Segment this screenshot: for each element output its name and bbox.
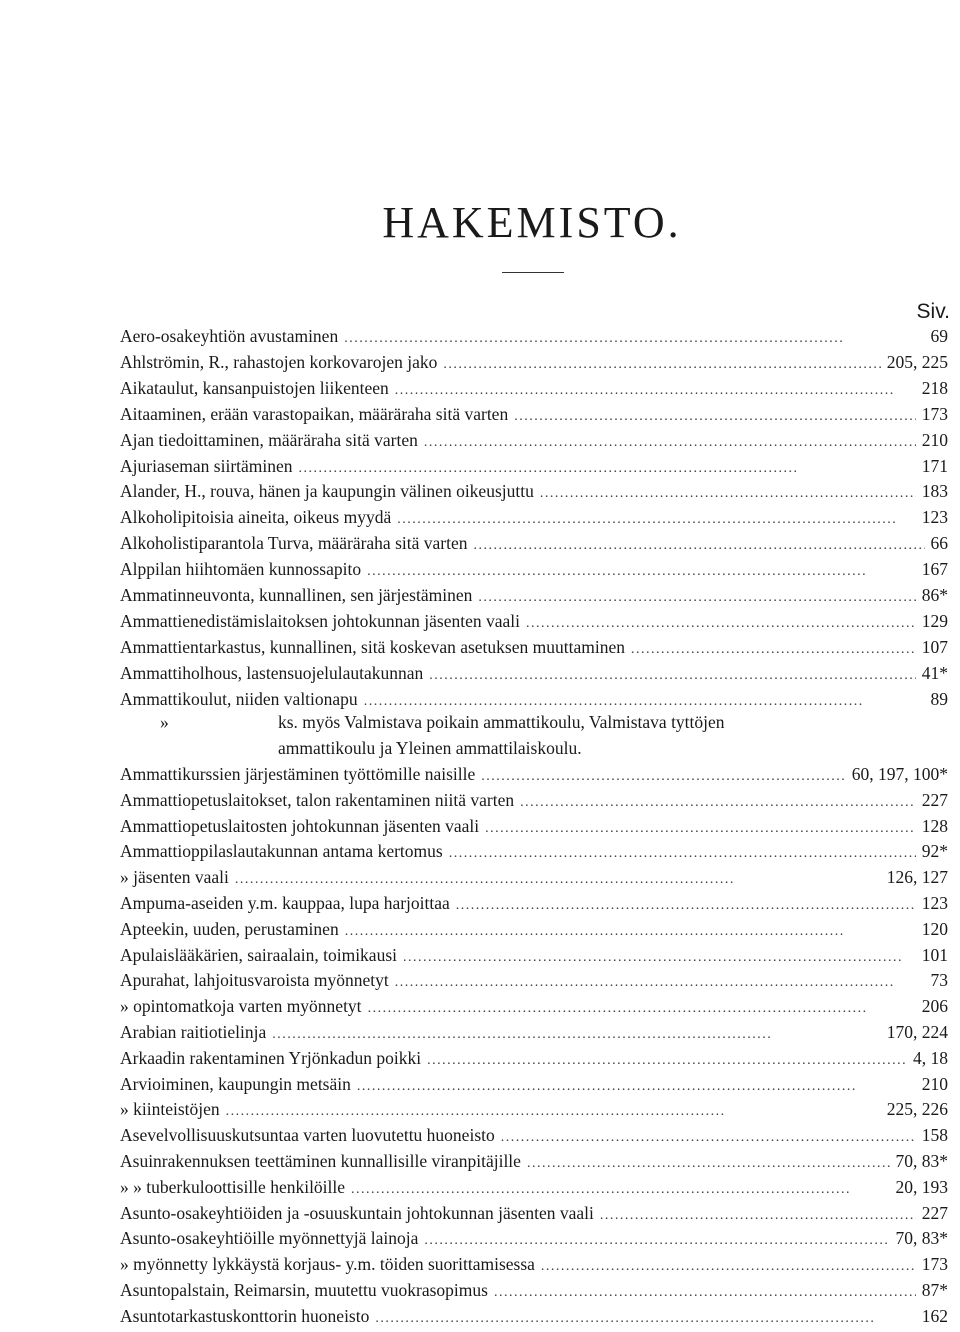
entry-pages: 170, 224 (886, 1022, 948, 1042)
dot-leader (520, 795, 916, 811)
index-entry (120, 1125, 948, 1151)
dot-leader (226, 1104, 881, 1120)
index-entry (120, 1306, 948, 1332)
index-entry (120, 559, 948, 585)
entry-pages: 129 (921, 610, 948, 631)
entry-pages: 171 (921, 455, 948, 476)
index-entry (120, 1228, 948, 1254)
dot-leader (494, 1285, 916, 1301)
dot-leader (397, 512, 916, 528)
dot-leader (344, 331, 924, 347)
entry-label: Asuntopalstain, Reimarsin, muutettu vuokrasopimus (120, 1280, 488, 1300)
entry-pages: 210 (921, 1073, 948, 1094)
entry-label: Ammattiholhous, lastensuojelulautakunnan (120, 662, 424, 683)
entry-label: Ajan tiedoittaminen, määräraha sitä varten (120, 429, 418, 450)
index-entry (120, 970, 948, 996)
dot-leader (351, 1182, 889, 1198)
entry-label: » jäsenten vaali (120, 867, 229, 888)
entry-pages: 73 (930, 970, 948, 991)
entry-pages: 4, 18 (913, 1047, 948, 1068)
dot-leader (526, 616, 916, 632)
dot-leader (481, 769, 845, 785)
index-entry (120, 585, 948, 611)
entry-label: Arkaadin rakentaminen Yrjönkadun poikki (120, 1047, 422, 1068)
entry-pages: 60, 197, 100* (851, 764, 948, 784)
dot-leader (424, 435, 916, 451)
entry-label: » myönnetty lykkäystä korjaus- y.m. töiden suorittamisessa (120, 1254, 535, 1275)
entry-label: Ammattiopetuslaitosten johtokunnan jäsenten vaali (120, 815, 480, 836)
index-entry (120, 1151, 948, 1177)
entry-label: Alander, H., rouva, hänen ja kaupungin välinen oikeusjuttu (120, 481, 534, 502)
entry-label: Aero-osakeyhtiön avustaminen (120, 326, 339, 346)
dot-leader (501, 1130, 916, 1146)
index-entry (120, 611, 948, 637)
index-entry (120, 507, 948, 533)
entry-pages: 101 (921, 944, 948, 965)
index-entry (120, 326, 948, 352)
entry-label: Arabian raitiotielinja (120, 1022, 267, 1042)
dot-leader (600, 1208, 916, 1224)
page-title: HAKEMISTO. (382, 198, 682, 247)
index-entry (120, 1254, 948, 1280)
index-entry (120, 867, 948, 893)
entry-label: Apurahat, lahjoitusvaroista myönnetyt (120, 970, 389, 991)
entry-label: Apulaislääkärien, sairaalain, toimikausi (120, 944, 397, 965)
entry-label: Asuinrakennuksen teettäminen kunnallisille viranpitäjille (120, 1151, 521, 1171)
entry-label: Ammattikoulut, niiden valtionapu (120, 688, 358, 709)
index-entry (120, 1099, 948, 1125)
entry-pages: 107 (921, 636, 948, 657)
entry-pages: 66 (930, 533, 948, 554)
dot-leader (429, 668, 915, 684)
index-entry (120, 637, 948, 663)
entry-pages: 20, 193 (895, 1176, 948, 1197)
dot-leader (443, 357, 880, 373)
dot-leader (357, 1079, 916, 1095)
entry-label: » kiinteistöjen (120, 1099, 220, 1120)
dot-leader (424, 1233, 889, 1249)
index-entry (120, 378, 948, 404)
dot-leader (395, 383, 916, 399)
dot-leader (478, 590, 915, 606)
entry-pages: 41* (921, 662, 948, 683)
index-entry (120, 533, 948, 559)
index-entry (120, 352, 948, 378)
entry-pages: 123 (921, 893, 948, 913)
dot-leader (345, 924, 916, 940)
entry-label: Ammattiopetuslaitokset, talon rakentaminen niitä varten (120, 789, 515, 810)
entry-label: Ammattientarkastus, kunnallinen, sitä koskevan asetuksen muuttaminen (120, 636, 625, 657)
index-entry (120, 404, 948, 430)
index-entry (120, 1048, 948, 1074)
entry-pages: 86* (921, 585, 948, 605)
dot-leader (403, 950, 916, 966)
entry-label: Apteekin, uuden, perustaminen (120, 918, 339, 939)
index-entry (120, 919, 948, 945)
dot-leader (456, 898, 916, 914)
entry-pages: 69 (930, 326, 948, 346)
entry-label: Asevelvollisuuskutsuntaa varten luovutettu huoneisto (120, 1125, 495, 1146)
entry-pages: 128 (921, 815, 948, 836)
dot-leader (514, 409, 916, 425)
dot-leader (367, 564, 916, 580)
entry-pages: 173 (921, 403, 948, 424)
entry-pages: 183 (921, 481, 948, 502)
entry-pages: 123 (921, 507, 948, 528)
entry-label: Alkoholistiparantola Turva, määräraha sitä varten (120, 533, 468, 554)
entry-label: Arvioiminen, kaupungin metsäin (120, 1073, 351, 1094)
entry-pages: 89 (930, 688, 948, 709)
index-entry (120, 996, 948, 1022)
page-column-label: Siv. (916, 300, 950, 323)
entry-pages: 92* (921, 841, 948, 862)
dot-leader (299, 461, 916, 477)
index-entry (120, 1280, 948, 1306)
dot-leader (375, 1311, 915, 1327)
entry-label: Ammattienedistämislaitoksen johtokunnan jäsenten vaali (120, 610, 520, 631)
entry-label: Ampuma-aseiden y.m. kauppaa, lupa harjoittaa (120, 893, 450, 913)
dot-leader (541, 1259, 916, 1275)
entry-pages: 227 (921, 789, 948, 810)
dot-leader (364, 694, 925, 710)
entry-pages: 206 (921, 996, 948, 1017)
entry-pages: 167 (921, 559, 948, 580)
entry-label: » opintomatkoja varten myönnetyt (120, 996, 362, 1017)
entry-label: » » tuberkuloottisille henkilöille (120, 1176, 346, 1197)
dot-leader (485, 821, 916, 837)
index-entry (120, 1177, 948, 1203)
index-entry (120, 1203, 948, 1229)
entry-pages: 158 (921, 1125, 948, 1146)
index-entry (120, 1022, 948, 1048)
dot-leader (395, 975, 925, 991)
entry-label: Aikataulut, kansanpuistojen liikenteen (120, 377, 389, 398)
entry-pages: 210 (921, 429, 948, 450)
entry-label: Asuntotarkastuskonttorin huoneisto (120, 1305, 370, 1326)
see-also-line-1: ks. myös Valmistava poikain ammattikoulu, Valmistava tyttöjen (278, 712, 725, 732)
dot-leader (368, 1001, 916, 1017)
entry-pages: 120 (921, 918, 948, 939)
entry-pages: 87* (921, 1280, 948, 1300)
entry-pages: 162 (921, 1305, 948, 1326)
entry-label: Ammattikurssien järjestäminen työttömille naisille (120, 764, 476, 784)
entry-label: Ajuriaseman siirtäminen (120, 455, 293, 476)
see-also-line-2: ammattikoulu ja Yleinen ammattilaiskoulu. (278, 738, 582, 758)
index-entry (120, 689, 948, 715)
entry-pages: 227 (921, 1202, 948, 1223)
entry-label: Alppilan hiihtomäen kunnossapito (120, 559, 362, 580)
index-entry (120, 816, 948, 842)
index-entry (120, 841, 948, 867)
dot-leader (631, 642, 916, 658)
index-entry (120, 893, 948, 919)
entry-pages: 70, 83* (895, 1228, 948, 1249)
index-entry (120, 764, 948, 790)
dot-leader (427, 1053, 907, 1069)
entry-label: Ammattioppilaslautakunnan antama kertomus (120, 841, 443, 862)
entry-pages: 218 (921, 377, 948, 398)
dot-leader (527, 1156, 890, 1172)
entry-pages: 225, 226 (886, 1099, 948, 1120)
dot-leader (473, 538, 924, 554)
entry-pages: 126, 127 (886, 867, 948, 888)
dot-leader (272, 1027, 880, 1043)
see-also-marker: » (160, 712, 169, 732)
entry-label: Ahlströmin, R., rahastojen korkovarojen jako (120, 351, 438, 372)
entry-pages: 70, 83* (895, 1151, 948, 1171)
title-divider (502, 272, 564, 273)
dot-leader (235, 872, 881, 888)
dot-leader (540, 486, 916, 502)
index-entry (120, 945, 948, 971)
index-entry (120, 430, 948, 456)
entry-label: Ammatinneuvonta, kunnallinen, sen järjestäminen (120, 585, 473, 605)
index-entry (120, 663, 948, 689)
entry-pages: 205, 225 (886, 351, 948, 372)
index-entry (120, 481, 948, 507)
dot-leader (449, 846, 916, 862)
entry-label: Alkoholipitoisia aineita, oikeus myydä (120, 507, 392, 528)
entry-label: Asunto-osakeyhtiöille myönnettyjä lainoja (120, 1228, 419, 1249)
entry-pages: 173 (921, 1254, 948, 1275)
index-entry (120, 790, 948, 816)
entry-label: Aitaaminen, erään varastopaikan, määräraha sitä varten (120, 403, 509, 424)
index-entry (120, 1074, 948, 1100)
index-entry (120, 456, 948, 482)
entry-label: Asunto-osakeyhtiöiden ja -osuuskuntain johtokunnan jäsenten vaali (120, 1202, 594, 1223)
